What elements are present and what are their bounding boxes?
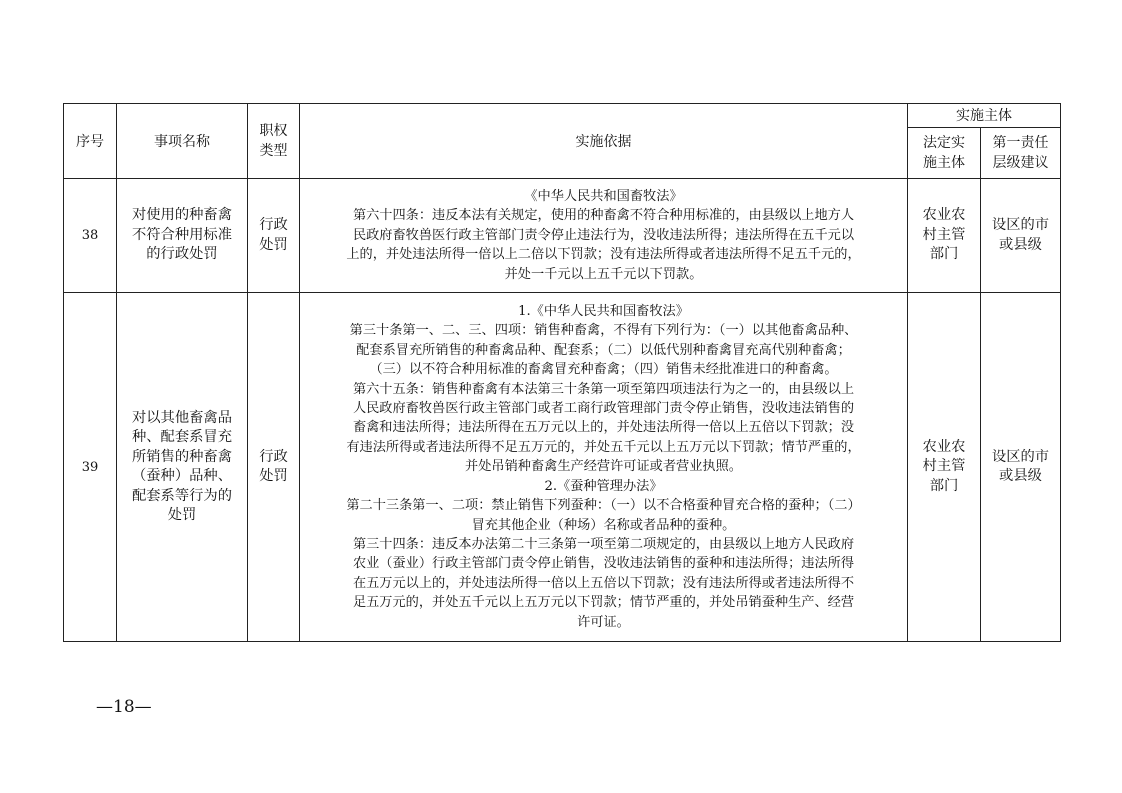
row-legal-subject: 农业农 村主管 部门 [908,293,981,642]
header-name: 事项名称 [117,104,248,179]
row-first-level: 设区的市 或县级 [981,179,1061,293]
row-item-name: 对以其他畜禽品 种、配套系冒充 所销售的种畜禽 （蚕种）品种、 配套系等行为的 处罚 [117,293,248,642]
row-legal-subject: 农业农 村主管 部门 [908,179,981,293]
header-basis: 实施依据 [300,104,908,179]
page-number: —18— [96,697,152,717]
row-power-type: 行政 处罚 [248,179,300,293]
row-basis: 1.《中华人民共和国畜牧法》 第三十条第一、二、三、四项：销售种畜禽，不得有下列行为：（一）以其他畜禽品种、 配套系冒充所销售的种畜禽品种、配套系；（二）以低代别种畜禽冒充高代别种畜禽； （三）以不符合种用标准的畜禽冒充种畜禽；（四）销售未经批准进口的种畜禽。 第六十五条：销售种畜禽有本法第三十条第一项至第四项违法行为之一的，由县级以上 人民政府畜牧兽医行政主管部门或者工商行政管理部门责令停止销售，没收违法销售的 畜禽和违法所得；违法所得在五万元以上的，并处违法所得一倍以上五倍以下罚款；没 有违法所得或者违法所得不足五万元的，并处五千元以上五万元以下罚款；情节严重的， 并处吊销种畜禽生产经营许可证或者营业执照。 2.《蚕种管理办法》 第二十三条第一、二项：禁止销售下列蚕种：（一）以不合格蚕种冒充合格的蚕种；（二） 冒充其他企业（种场）名称或者品种的蚕种。 第三十四条：违反本办法第二十三条第一项至第二项规定的，由县级以上地方人民政府 农业（蚕业）行政主管部门责令停止销售，没收违法销售的蚕种和违法所得；违法所得 在五万元以上的，并处违法所得一倍以上五倍以下罚款；没有违法所得或者违法所得不 足五万元的，并处五千元以上五万元以下罚款；情节严重的，并处吊销蚕种生产、经营 许可证。 [300,293,908,642]
header-legal-subject: 法定实 施主体 [908,128,981,179]
row-first-level: 设区的市 或县级 [981,293,1061,642]
row-basis: 《中华人民共和国畜牧法》 第六十四条：违反本法有关规定，使用的种畜禽不符合种用标准的，由县级以上地方人 民政府畜牧兽医行政主管部门责令停止违法行为，没收违法所得；违法所得在五千元以 上的，并处违法所得一倍以上二倍以下罚款；没有违法所得或者违法所得不足五千元的， 并处一千元以上五千元以下罚款。 [300,179,908,293]
row-seq: 38 [64,179,117,293]
header-first-level: 第一责任 层级建议 [981,128,1061,179]
enforcement-table [63,103,1061,642]
table-row [64,293,1061,642]
table-row [64,179,1061,293]
header-type: 职权 类型 [248,104,300,179]
header-seq: 序号 [64,104,117,179]
row-seq: 39 [64,293,117,642]
header-subject: 实施主体 [908,104,1061,128]
row-power-type: 行政 处罚 [248,293,300,642]
row-item-name: 对使用的种畜禽 不符合种用标准 的行政处罚 [117,179,248,293]
